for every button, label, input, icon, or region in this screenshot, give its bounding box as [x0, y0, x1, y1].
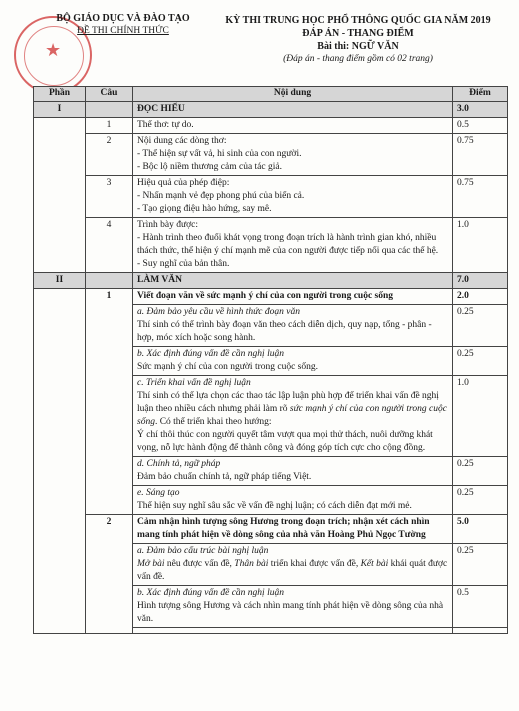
table-row: [34, 515, 508, 544]
criterion-text-emphasis: sức mạnh ý chí của con người trong cuộc sống: [137, 404, 447, 427]
section-title: ĐỌC HIỂU: [133, 102, 453, 118]
question-number: 2: [86, 134, 133, 176]
page-count-note: (Đáp án - thang điểm gồm có 02 trang): [283, 54, 433, 64]
criterion-content: [133, 586, 453, 628]
essay-task-title: Cảm nhận hình tượng sông Hương trong đoạn trích; nhận xét cách nhìn mang tính phát hiện về dòng sông của nhà văn Hoàng Phủ Ngọc Tường: [133, 515, 453, 544]
question-number: 3: [86, 176, 133, 218]
answer-line: - Thể hiện sự vất vả, hi sinh của con người.: [137, 149, 302, 159]
criterion-text-part: khái quát được vấn đề.: [137, 559, 448, 582]
answer-score: 0.25: [453, 544, 508, 586]
header-score: Điểm: [453, 87, 508, 102]
exam-title-block: [208, 14, 508, 66]
ministry-block: [38, 12, 208, 38]
section-empty: [86, 273, 133, 289]
answer-score: 1.0: [453, 218, 508, 273]
criterion-title: a. Đảm bảo cấu trúc bài nghị luận: [137, 546, 269, 556]
subject-title: Bài thi: NGỮ VĂN: [317, 41, 399, 52]
answer-line: - Tạo giọng điệu hào hứng, say mê.: [137, 204, 272, 214]
answer-score: 0.75: [453, 176, 508, 218]
criterion-text: Đảm bảo chuẩn chính tả, ngữ pháp tiếng Việt.: [137, 472, 312, 482]
answer-content: Thể thơ: tự do.: [133, 118, 453, 134]
question-number: 1: [86, 289, 133, 515]
answer-line: - Nhấn mạnh vẻ đẹp phong phú của biển cả.: [137, 191, 305, 201]
criterion-title: d. Chính tả, ngữ pháp: [137, 459, 221, 469]
answer-score: [453, 628, 508, 634]
answer-line: Hiệu quả của phép điệp:: [137, 178, 230, 188]
document-header: [0, 0, 519, 86]
criterion-text: Thí sinh có thể trình bày đoạn văn theo cách diễn dịch, quy nạp, tổng - phân - hợp, móc xích hoặc song hành.: [137, 320, 432, 343]
star-icon: ★: [45, 40, 62, 61]
part-cell: [34, 118, 86, 273]
header-part: Phần: [34, 87, 86, 102]
criterion-text-emphasis: Thân bài: [234, 559, 269, 569]
question-number: 2: [86, 515, 133, 634]
criterion-content: [133, 544, 453, 586]
section-row-reading: [34, 102, 508, 118]
section-empty: [86, 102, 133, 118]
ministry-name: BỘ GIÁO DỤC VÀ ĐÀO TẠO: [56, 13, 190, 24]
table-row: [34, 176, 508, 218]
answer-content: [133, 218, 453, 273]
section-title: LÀM VĂN: [133, 273, 453, 289]
answer-score: 0.25: [453, 347, 508, 376]
criterion-title: c. Triển khai vấn đề nghị luận: [137, 378, 251, 388]
criterion-content: [133, 305, 453, 347]
criterion-text: Sức mạnh ý chí của con người trong cuộc sống.: [137, 362, 319, 372]
table-header-row: [34, 87, 508, 102]
answer-line: Trình bày được:: [137, 220, 199, 230]
criterion-title: e. Sáng tạo: [137, 488, 180, 498]
criterion-text-part: nêu được vấn đề,: [164, 559, 235, 569]
answer-line: Nội dung các dòng thơ:: [137, 136, 227, 146]
criterion-content: [133, 376, 453, 457]
answer-content: [133, 176, 453, 218]
answer-score: 1.0: [453, 376, 508, 457]
criterion-content: [133, 486, 453, 515]
criterion-text: Hình tượng sông Hương và cách nhìn mang tính phát hiện về dòng sông của nhà văn.: [137, 601, 444, 624]
criterion-text: [137, 390, 448, 429]
official-exam-label: ĐỀ THI CHÍNH THỨC: [77, 26, 169, 36]
answer-score: 5.0: [453, 515, 508, 544]
answer-score: 0.5: [453, 118, 508, 134]
essay-task-title: Viết đoạn văn về sức mạnh ý chí của con người trong cuộc sống: [133, 289, 453, 305]
header-content: Nội dung: [133, 87, 453, 102]
header-question: Câu: [86, 87, 133, 102]
criterion-text-part: triển khai được vấn đề,: [268, 559, 361, 569]
answer-score: 0.25: [453, 305, 508, 347]
answer-score: 0.5: [453, 586, 508, 628]
section-score: 3.0: [453, 102, 508, 118]
part-cell: [34, 289, 86, 634]
section-part: II: [34, 273, 86, 289]
answer-score: 2.0: [453, 289, 508, 305]
answer-score: 0.25: [453, 457, 508, 486]
table-row: [34, 134, 508, 176]
answer-content: [133, 134, 453, 176]
criterion-text: [137, 558, 448, 584]
criterion-title: b. Xác định đúng vấn đề cần nghị luận: [137, 349, 284, 359]
criterion-text-emphasis: Mở bài: [137, 559, 165, 569]
criterion-text: Ý chí thôi thúc con người quyết tâm vượt qua mọi thử thách, nuôi dưỡng khát vọng, nỗ lực hành động để thành công và đóng góp tích cực cho cộng đồng.: [137, 430, 433, 453]
section-row-writing: [34, 273, 508, 289]
question-number: 1: [86, 118, 133, 134]
answer-line: - Hành trình theo đuổi khát vọng trong đoạn trích là hành trình gian khó, nhiều thách thức, thể hiện ý chí mạnh mẽ của con người được tiếp nối qua các thế hệ.: [137, 233, 439, 256]
section-part: I: [34, 102, 86, 118]
table-row: [34, 218, 508, 273]
table-row: [34, 118, 508, 134]
exam-title: KỲ THI TRUNG HỌC PHỔ THÔNG QUỐC GIA NĂM 2019: [225, 15, 491, 26]
criterion-content: [133, 628, 453, 634]
section-score: 7.0: [453, 273, 508, 289]
answer-line: - Bộc lộ niềm thương cảm của tác giả.: [137, 162, 282, 172]
criterion-title: b. Xác định đúng vấn đề cần nghị luận: [137, 588, 284, 598]
answer-key-table: [33, 86, 508, 634]
table-row: [34, 289, 508, 305]
criterion-content: [133, 457, 453, 486]
answer-line: - Suy nghĩ của bản thân.: [137, 259, 230, 269]
criterion-text-part: . Có thể triển khai theo hướng:: [154, 417, 272, 427]
criterion-content: [133, 347, 453, 376]
answer-key-title: ĐÁP ÁN - THANG ĐIỂM: [302, 28, 414, 39]
answer-score: 0.75: [453, 134, 508, 176]
answer-score: 0.25: [453, 486, 508, 515]
criterion-text: Thể hiện suy nghĩ sâu sắc về vấn đề nghị luận; có cách diễn đạt mới mẻ.: [137, 501, 412, 511]
criterion-text-emphasis: Kết bài: [360, 559, 389, 569]
question-number: 4: [86, 218, 133, 273]
criterion-title: a. Đảm bảo yêu cầu về hình thức đoạn văn: [137, 307, 300, 317]
criterion-text-part: Thí sinh có thể lựa chọn các thao tác lập luận phù hợp để triển khai vấn đề nghị luận theo nhiều cách nhưng phải làm rõ: [137, 391, 439, 414]
